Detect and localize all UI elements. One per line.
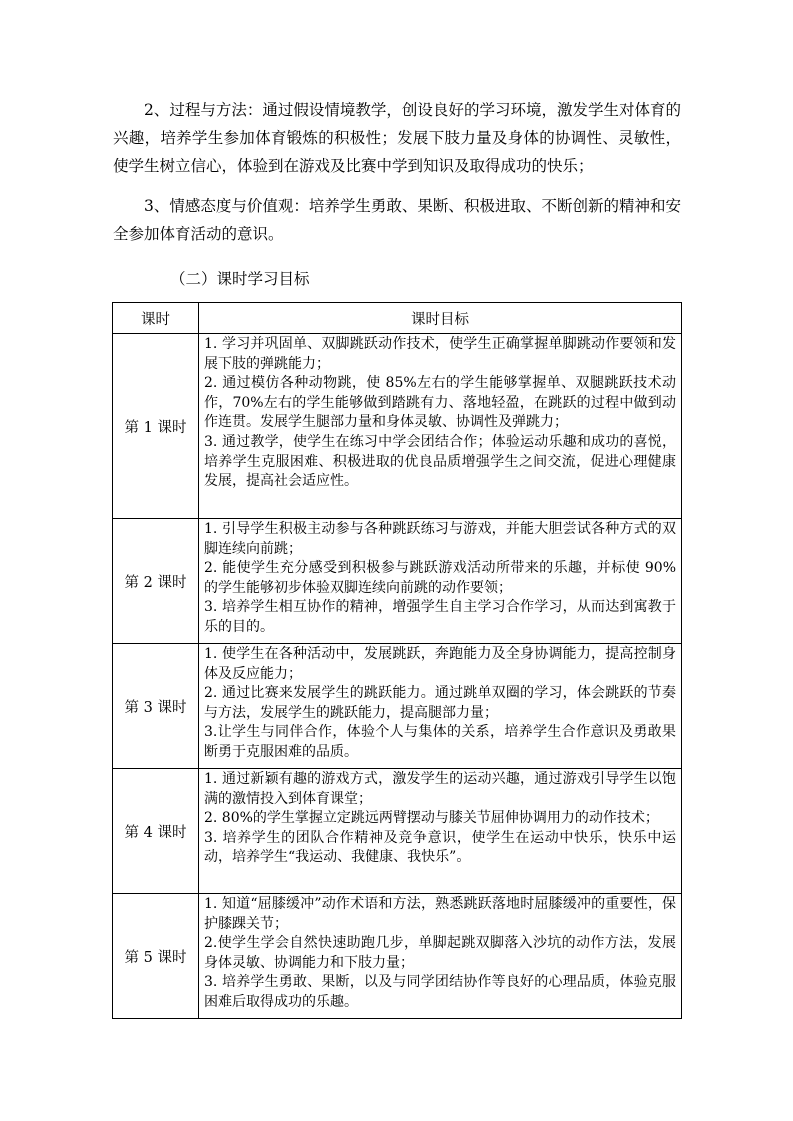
process-methods-paragraph: 2、过程与方法：通过假设情境教学，创设良好的学习环境，激发学生对体育的兴趣，培养学生参加体育锻炼的积极性；发展下肢力量及身体的协调性、灵敏性，使学生树立信心，体验到在游戏及比赛中学到知识及取得成功的快乐； xyxy=(113,101,681,175)
table-row xyxy=(113,769,682,894)
goals-column-header: 课时目标 xyxy=(199,303,682,334)
lesson-goals xyxy=(199,644,682,769)
goal-item: 1. 知道“屈膝缓冲”动作术语和方法，熟悉跳跃落地时屈膝缓冲的重要性，保护膝踝关节； xyxy=(204,896,676,932)
goal-item: 1. 通过新颖有趣的游戏方式，激发学生的运动兴趣，通过游戏引导学生以饱满的激情投入到体育课堂； xyxy=(204,771,676,807)
lesson-goals xyxy=(199,769,682,894)
section-subheading: （二）课时学习目标 xyxy=(170,270,310,288)
goal-item: 2. 通过比赛来发展学生的跳跃能力。通过跳单双圈的学习，体会跳跃的节奏与方法，发展学生的跳跃能力，提高腿部力量； xyxy=(204,685,676,721)
goal-item: 3. 通过教学，使学生在练习中学会团结合作；体验运动乐趣和成功的喜悦，培养学生克服困难、积极进取的优良品质增强学生之间交流，促进心理健康发展，提高社会适应性。 xyxy=(204,433,676,490)
lesson-goals xyxy=(199,894,682,1019)
table-row xyxy=(113,334,682,519)
lesson-label: 第 3 课时 xyxy=(113,644,199,769)
lesson-label: 第 1 课时 xyxy=(113,334,199,519)
table-header-row xyxy=(113,303,682,334)
goal-item: 3. 培养学生的团队合作精神及竞争意识，使学生在运动中快乐，快乐中运动，培养学生“我运动、我健康、我快乐”。 xyxy=(204,829,676,866)
lesson-goals-table xyxy=(112,302,682,1019)
goal-item: 2. 80%的学生掌握立定跳远两臂摆动与膝关节屈伸协调用力的动作技术； xyxy=(204,810,659,827)
lesson-goals xyxy=(199,519,682,644)
table-row xyxy=(113,894,682,1019)
goal-item: 3. 培养学生相互协作的精神，增强学生自主学习合作学习，从而达到寓教于乐的目的。 xyxy=(204,599,676,635)
lesson-label: 第 4 课时 xyxy=(113,769,199,894)
goal-item: 1. 学习并巩固单、双脚跳跃动作技术，使学生正确掌握单脚跳动作要领和发展下肢的弹跳能力； xyxy=(204,336,676,372)
lesson-column-header: 课时 xyxy=(113,303,199,334)
goal-item: 1. 使学生在各种活动中，发展跳跃，奔跑能力及全身协调能力，提高控制身体及反应能力； xyxy=(204,646,676,682)
goal-item: 2. 通过模仿各种动物跳，使 85%左右的学生能够掌握单、双腿跳跃技术动作，70%左右的学生能够做到踏跳有力、落地轻盈，在跳跃的过程中做到动作连贯。发展学生腿部力量和身体灵敏、协调性及弹跳力； xyxy=(204,375,676,431)
goal-item: 2.使学生学会自然快速助跑几步，单脚起跳双脚落入沙坑的动作方法，发展身体灵敏、协调能力和下肢力量； xyxy=(204,935,676,971)
table-row xyxy=(113,644,682,769)
goal-item: 1. 引导学生积极主动参与各种跳跃练习与游戏，并能大胆尝试各种方式的双脚连续向前跳； xyxy=(204,521,676,557)
goal-item: 3. 培养学生勇敢、果断，以及与同学团结协作等良好的心理品质，体验克服困难后取得成功的乐趣。 xyxy=(204,974,676,1010)
lesson-goals xyxy=(199,334,682,519)
table-row xyxy=(113,519,682,644)
lesson-label: 第 5 课时 xyxy=(113,894,199,1019)
goal-item: 2. 能使学生充分感受到积极参与跳跃游戏活动所带来的乐趣，并标使 90%的学生能够初步体验双脚连续向前跳的动作要领； xyxy=(204,560,676,596)
emotion-values-paragraph: 3、情感态度与价值观：培养学生勇敢、果断、积极进取、不断创新的精神和安全参加体育活动的意识。 xyxy=(113,197,681,243)
goal-item: 3.让学生与同伴合作，体验个人与集体的关系，培养学生合作意识及勇敢果断勇于克服困难的品质。 xyxy=(204,724,676,760)
lesson-label: 第 2 课时 xyxy=(113,519,199,644)
